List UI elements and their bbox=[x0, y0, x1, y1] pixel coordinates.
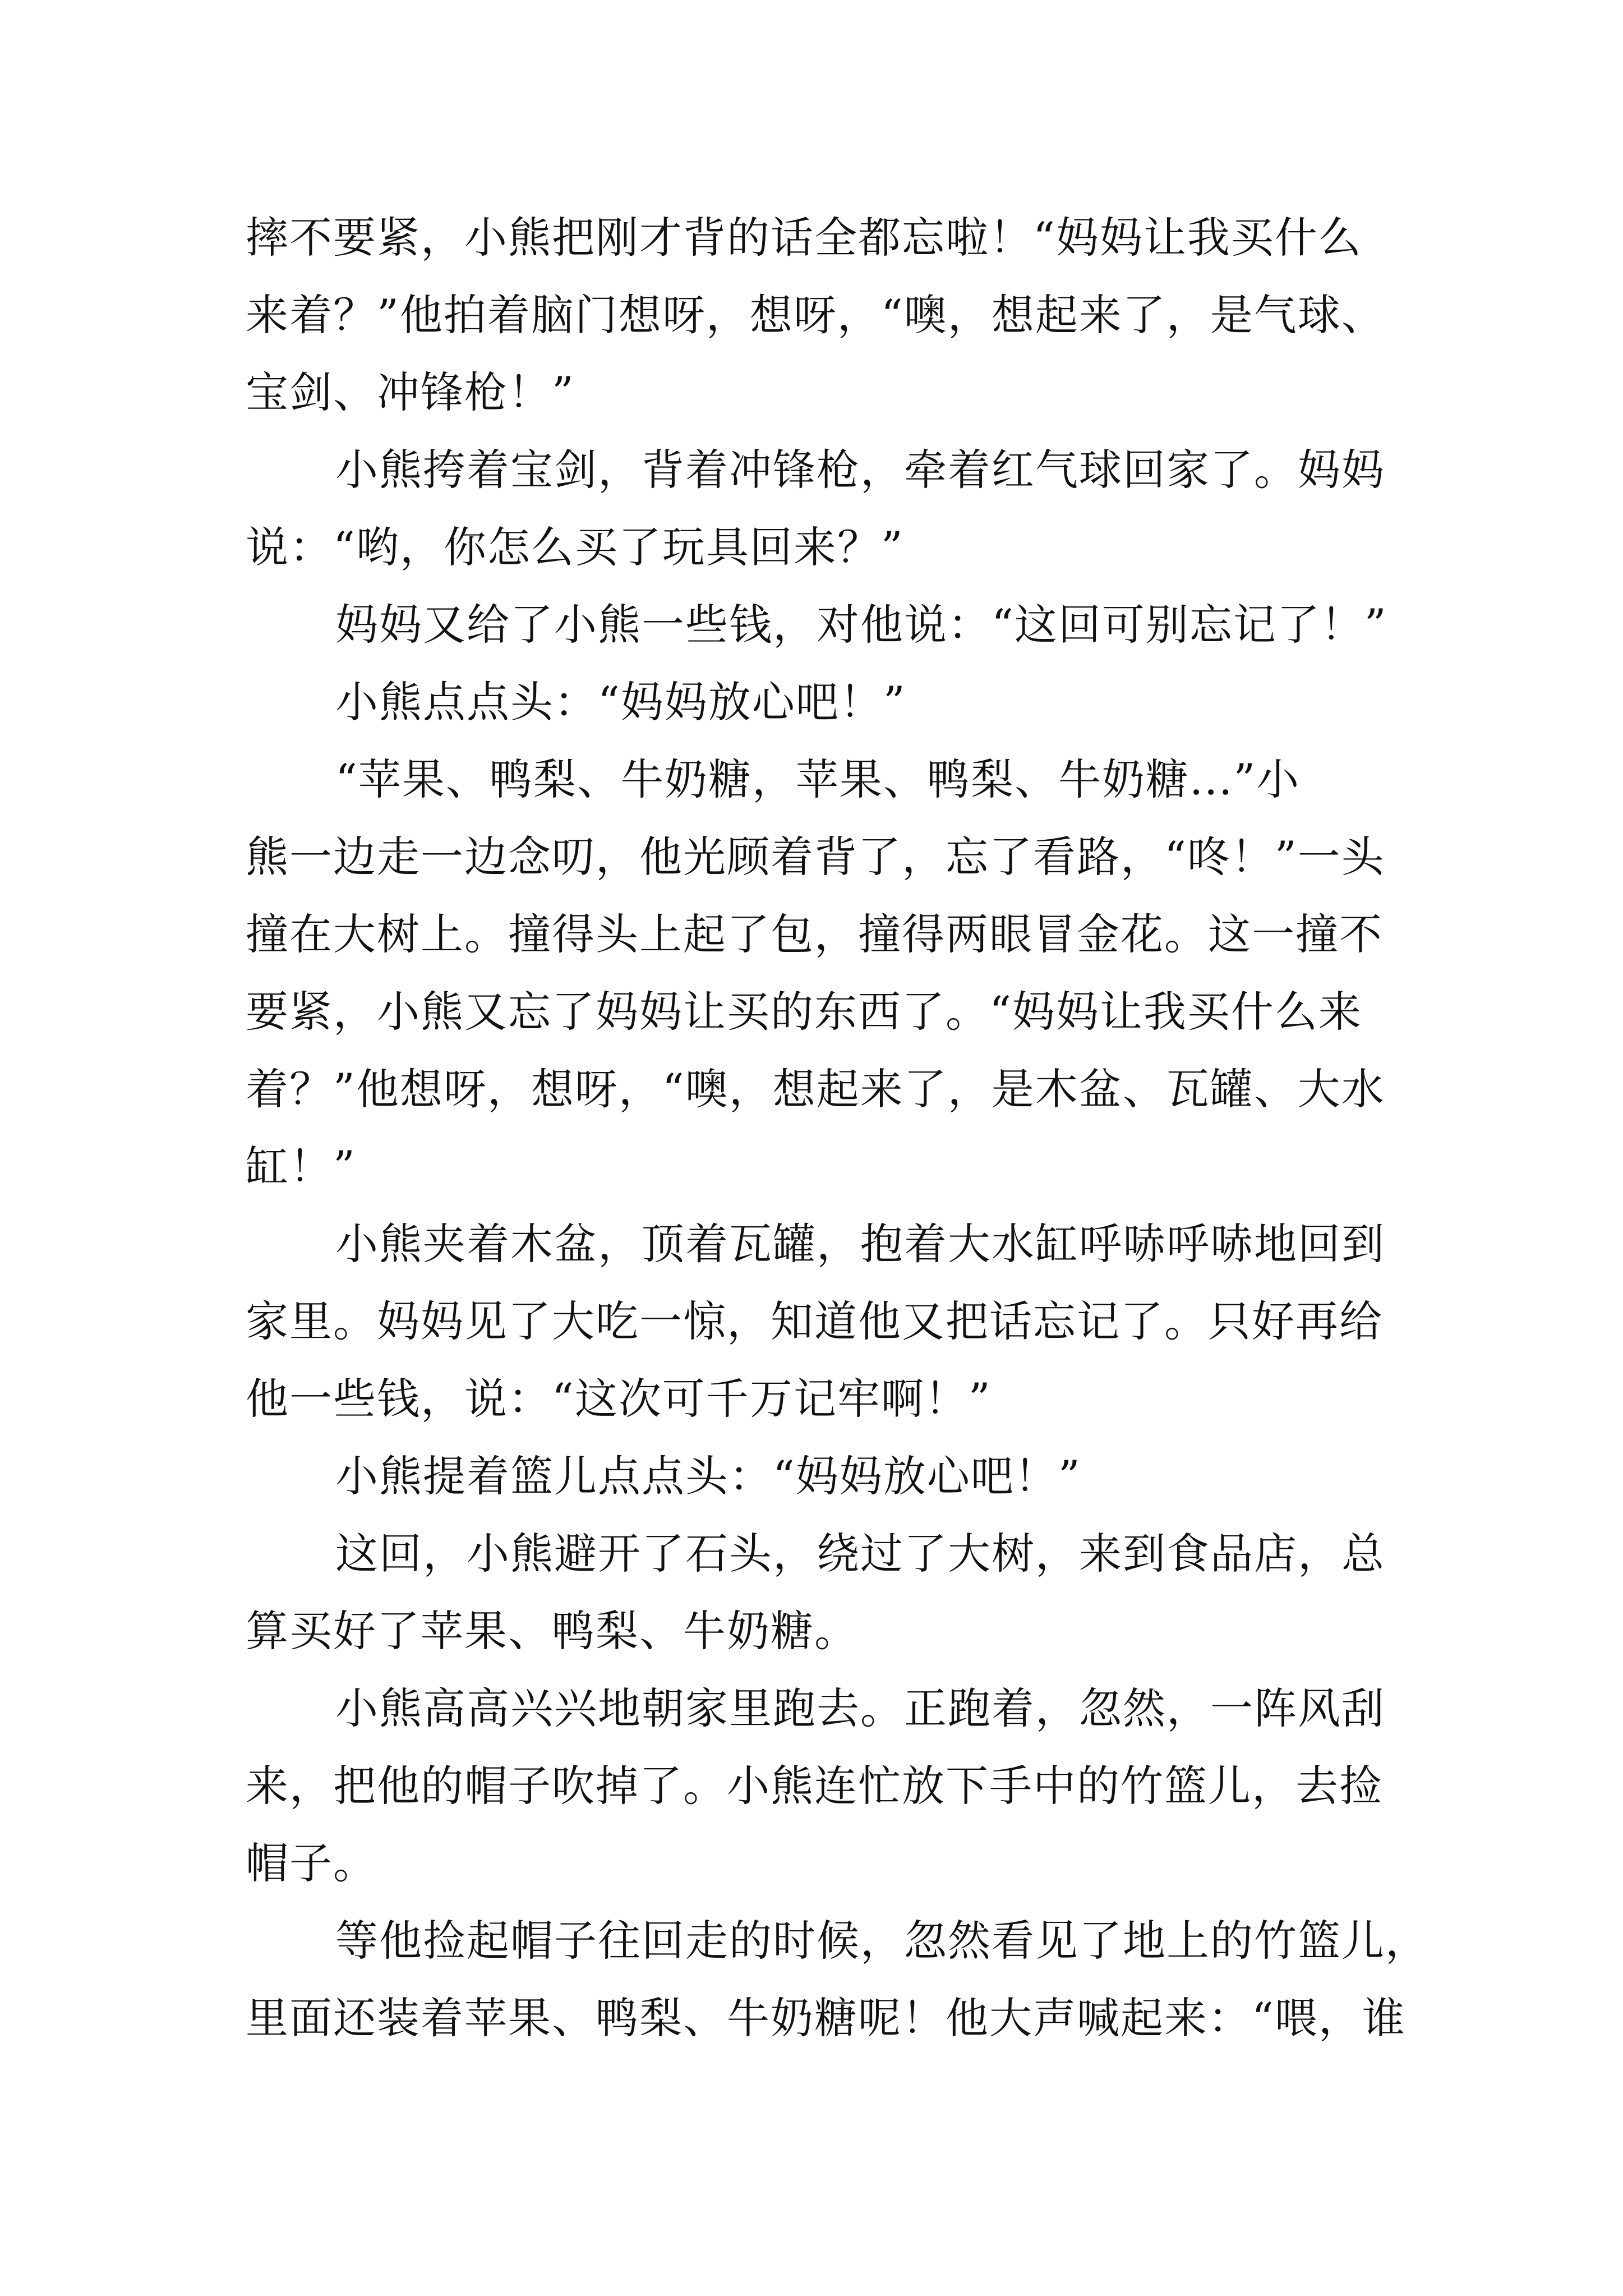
text-line: 小熊提着篮儿点点头：“妈妈放心吧！” bbox=[335, 1451, 1081, 1501]
text-line: 帽子。 bbox=[246, 1838, 377, 1888]
text-line: 他一些钱，说：“这次可千万记牢啊！” bbox=[246, 1374, 992, 1424]
text-line: 小熊挎着宝剑，背着冲锋枪，牵着红气球回家了。妈妈 bbox=[335, 445, 1385, 495]
text-line: 这回，小熊避开了石头，绕过了大树，来到食品店，总 bbox=[335, 1529, 1385, 1579]
text-line: 宝剑、冲锋枪！” bbox=[246, 367, 575, 417]
text-line: 熊一边走一边念叨，他光顾着背了，忘了看路，“咚！”一头 bbox=[246, 832, 1385, 882]
text-line: 小熊高高兴兴地朝家里跑去。正跑着，忽然，一阵风刮 bbox=[335, 1683, 1385, 1733]
text-line: 来着？”他拍着脑门想呀，想呀，“噢，想起来了，是气球、 bbox=[246, 290, 1385, 340]
text-line: 撞在大树上。撞得头上起了包，撞得两眼冒金花。这一撞不 bbox=[246, 909, 1383, 959]
text-line: 小熊点点头：“妈妈放心吧！” bbox=[335, 677, 906, 727]
story-text bbox=[246, 199, 1429, 2057]
text-line: 来，把他的帽子吹掉了。小熊连忙放下手中的竹篮儿，去捡 bbox=[246, 1761, 1383, 1811]
text-line: 要紧，小熊又忘了妈妈让买的东西了。“妈妈让我买什么来 bbox=[246, 987, 1362, 1037]
text-line: 妈妈又给了小熊一些钱，对他说：“这回可别忘记了！” bbox=[335, 600, 1387, 650]
text-line: “苹果、鸭梨、牛奶糖，苹果、鸭梨、牛奶糖...”小 bbox=[335, 754, 1301, 804]
text-line: 等他捡起帽子往回走的时候，忽然看见了地上的竹篮儿， bbox=[335, 1916, 1429, 1966]
text-line: 里面还装着苹果、鸭梨、牛奶糖呢！他大声喊起来：“喂，谁 bbox=[246, 1993, 1406, 2043]
text-line: 家里。妈妈见了大吃一惊，知道他又把话忘记了。只好再给 bbox=[246, 1296, 1383, 1346]
text-line: 着？”他想呀，想呀，“噢，想起来了，是木盆、瓦罐、大水 bbox=[246, 1064, 1385, 1114]
text-line: 说：“哟，你怎么买了玩具回来？” bbox=[246, 522, 904, 572]
text-line: 小熊夹着木盆，顶着瓦罐，抱着大水缸呼哧呼哧地回到 bbox=[335, 1219, 1385, 1269]
text-line: 缸！” bbox=[246, 1142, 356, 1191]
text-line: 摔不要紧，小熊把刚才背的话全都忘啦！“妈妈让我买什么 bbox=[246, 213, 1362, 263]
text-line: 算买好了苹果、鸭梨、牛奶糖。 bbox=[246, 1606, 858, 1656]
